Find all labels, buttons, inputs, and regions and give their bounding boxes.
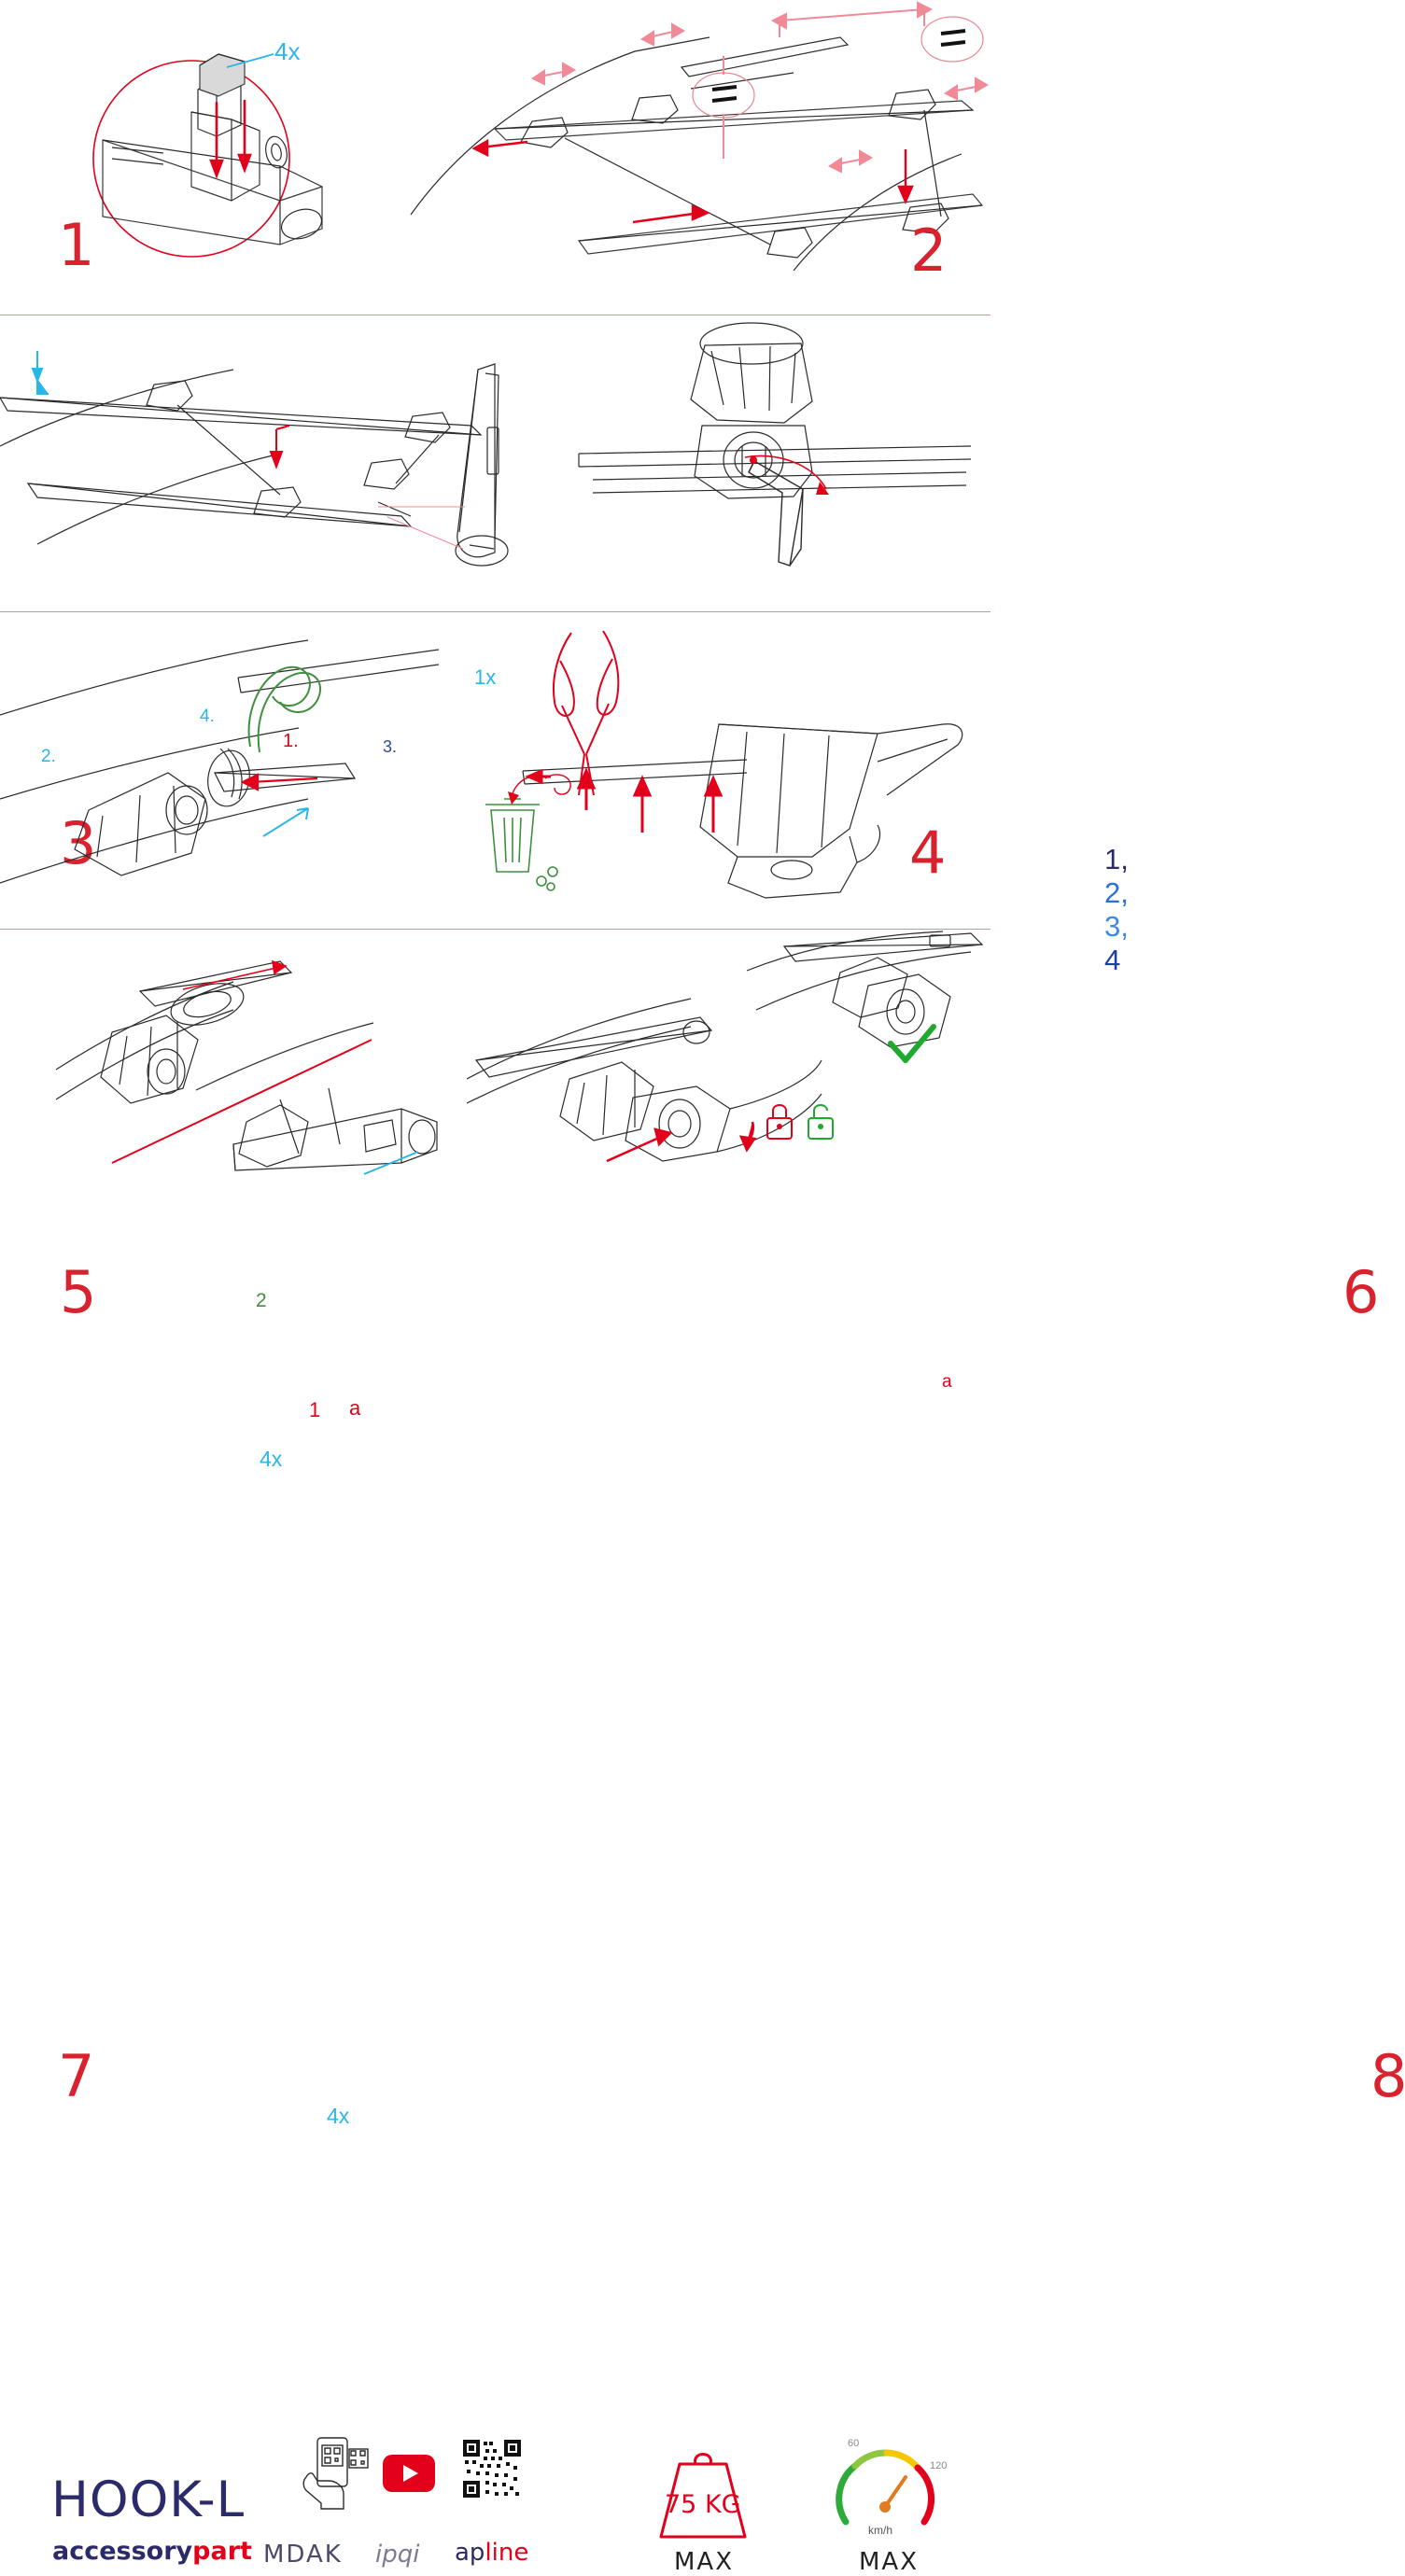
step-7-qty-label: 4x xyxy=(327,2104,350,2128)
seq-2: 2, xyxy=(1104,876,1129,909)
step-3-order-3-label: 3. xyxy=(383,737,398,756)
seq-1: 1, xyxy=(1104,843,1129,875)
partner-apline xyxy=(455,2539,528,2567)
speed-unit-label: km/h xyxy=(868,2524,893,2537)
step-5-order-1-label: 1 xyxy=(309,1398,321,1421)
brand-title: HOOK-L xyxy=(51,2471,246,2528)
seq-4: 4 xyxy=(1104,944,1121,976)
step-3-illustration xyxy=(0,315,504,611)
partner-ipqi: ipqi xyxy=(375,2541,420,2569)
qr-code-icon[interactable] xyxy=(461,2438,523,2499)
brand-subtitle xyxy=(52,2537,252,2566)
step-2-illustration xyxy=(401,0,991,315)
partner-mdak: MDAK xyxy=(263,2541,343,2569)
step-7-number: 7 xyxy=(58,2042,93,2110)
step-1-panel xyxy=(0,0,401,315)
partner-apline-accent: line xyxy=(485,2539,529,2567)
step-2-panel xyxy=(401,0,991,315)
gauge-min-label: 60 xyxy=(848,2438,860,2449)
step-3-number: 3 xyxy=(60,809,95,877)
seq-3: 3, xyxy=(1104,910,1129,943)
brand-subtitle-prefix: accessory xyxy=(52,2537,193,2566)
step-3-order-4-label: 4. xyxy=(200,707,215,726)
step-5-marker-a-label: a xyxy=(349,1396,361,1420)
step-4-sequence xyxy=(1104,843,1129,977)
step-3-order-1-label: 1. xyxy=(283,731,299,751)
step-2-number: 2 xyxy=(910,217,946,285)
max-load-value: 75 KG xyxy=(665,2490,741,2519)
step-4-panel xyxy=(504,315,1129,976)
youtube-icon[interactable] xyxy=(383,2455,435,2492)
max-speed-caption: MAX xyxy=(859,2548,920,2576)
step-6-illustration xyxy=(439,612,991,929)
step-6-number: 6 xyxy=(1342,1258,1378,1326)
step-4-number: 4 xyxy=(909,819,945,887)
step-7-illustration xyxy=(0,930,467,1213)
qr-scan-hand-icon xyxy=(297,2436,370,2511)
brand-subtitle-accent: part xyxy=(192,2537,252,2566)
step-6-panel xyxy=(439,612,1378,1392)
step-1-qty-label: 4x xyxy=(274,37,301,65)
step-1-number: 1 xyxy=(58,211,93,279)
step-4-illustration xyxy=(504,315,991,611)
gauge-max-label: 120 xyxy=(930,2460,948,2471)
step-5-illustration xyxy=(0,612,439,929)
max-load-caption: MAX xyxy=(674,2548,735,2576)
step-8-panel xyxy=(467,930,1405,2110)
step-5-qty-label: 4x xyxy=(260,1447,283,1471)
step-5-number: 5 xyxy=(60,1258,95,1326)
step-6-marker-a-label: a xyxy=(942,1372,952,1392)
partner-apline-prefix: ap xyxy=(455,2539,485,2567)
step-5-order-2-label: 2 xyxy=(256,1290,267,1311)
step-5-panel xyxy=(0,612,439,1471)
step-3-qty-label: 1x xyxy=(474,665,497,689)
step-3-panel xyxy=(0,315,504,877)
step-7-panel xyxy=(0,930,467,2128)
step-8-number: 8 xyxy=(1370,2042,1405,2110)
step-8-illustration xyxy=(467,930,991,1213)
step-3-order-2-label: 2. xyxy=(41,747,56,766)
